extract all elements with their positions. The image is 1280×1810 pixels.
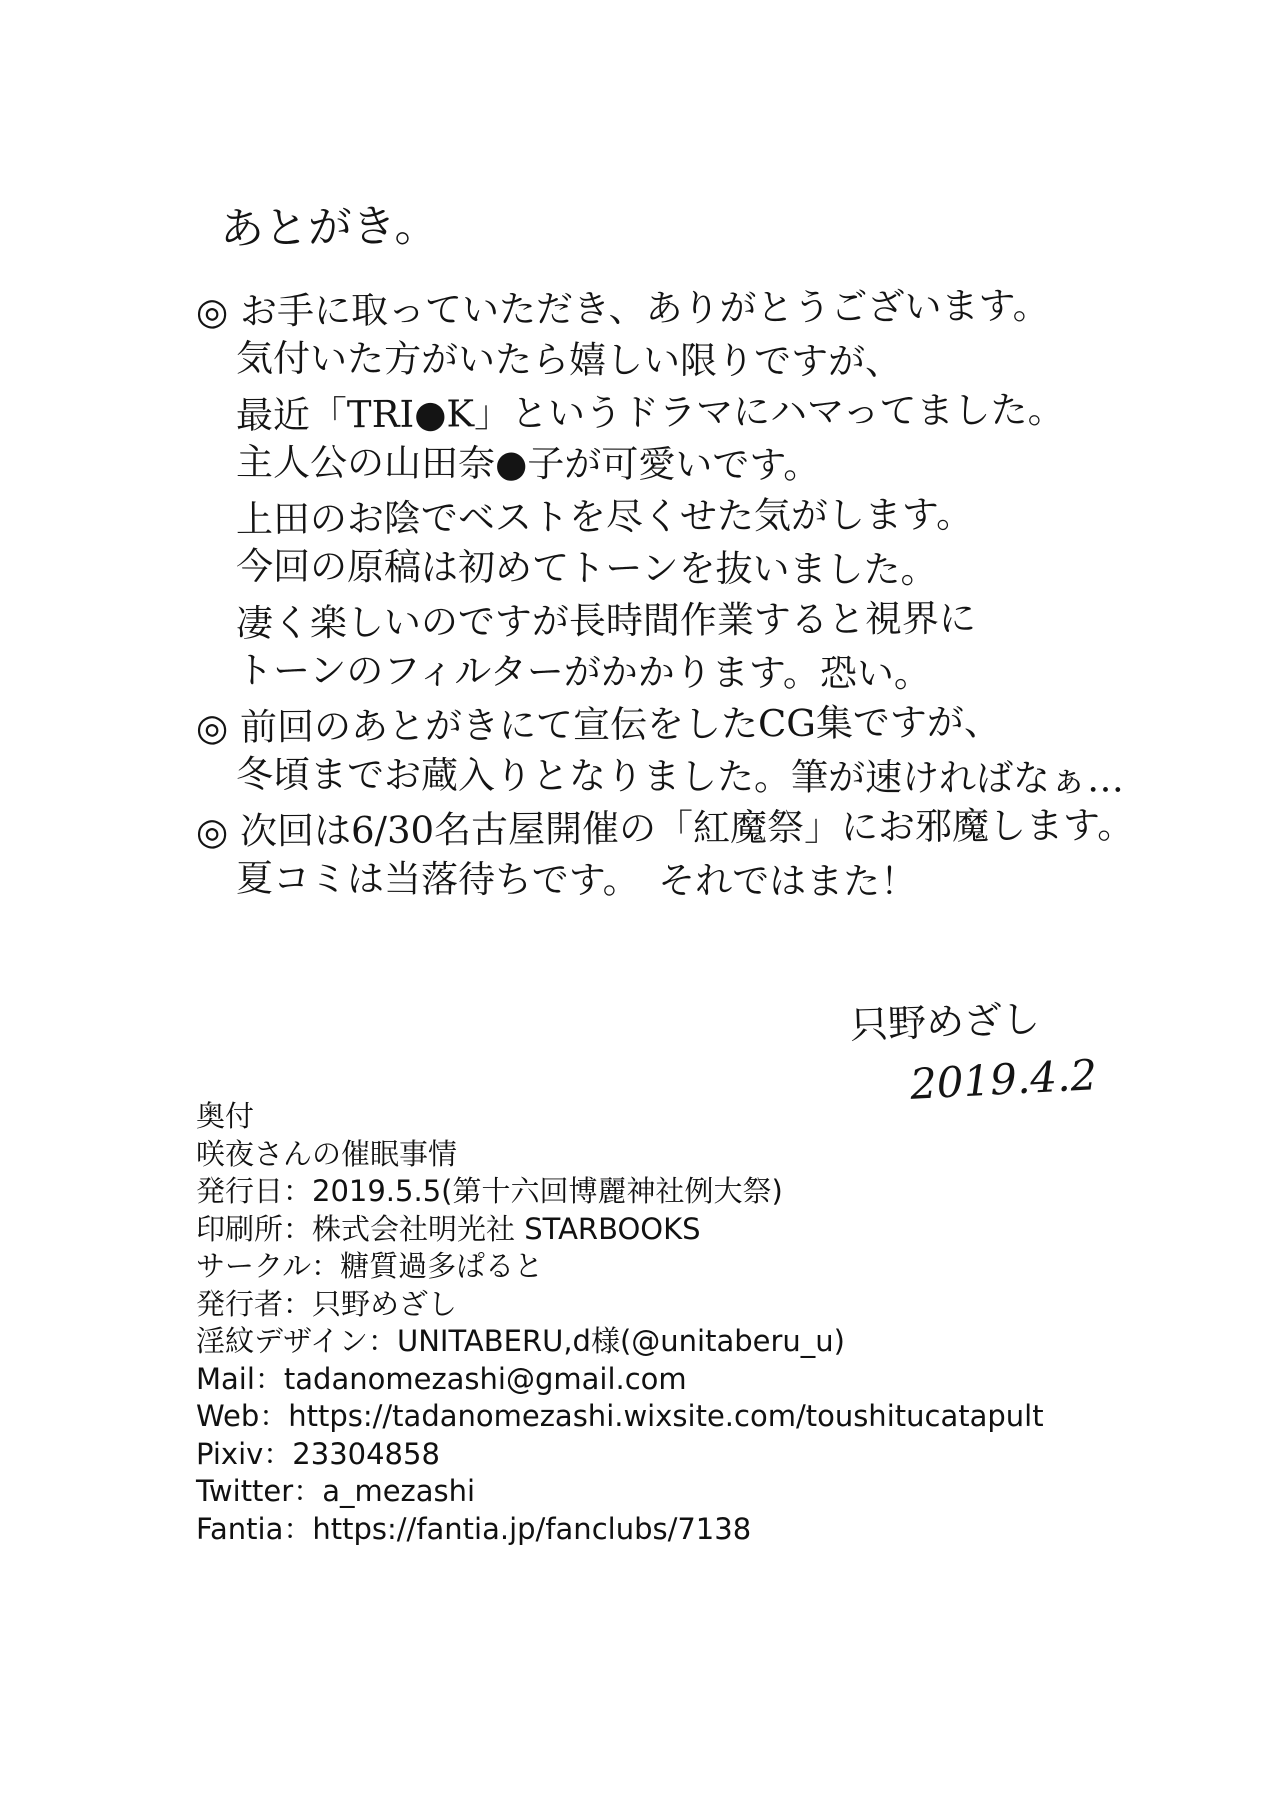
crest-design-credit: 淫紋デザイン：UNITABERU,d様(@unitaberu_u)	[196, 1324, 845, 1358]
afterword-line: 上田のお陰でベストを尽くせた気がします。	[235, 492, 974, 542]
signature-date: 2019.4.2	[908, 1050, 1099, 1109]
publisher: 発行者：只野めざし	[196, 1286, 458, 1321]
afterword-title: あとがき。	[219, 200, 439, 255]
book-title: 咲夜さんの催眠事情	[196, 1136, 458, 1171]
afterword-line: 最近「TRI●K」というドラマにハマってました。	[235, 388, 1065, 438]
afterword-line: 凄く楽しいのですが長時間作業すると視界に	[235, 596, 977, 646]
afterword-line: 気付いた方がいたら嬉しい限りですが、	[235, 336, 903, 384]
afterword-line: ◎ 次回は6/30名古屋開催の「紅魔祭」にお邪魔します。	[195, 803, 1135, 854]
afterword-lines	[195, 284, 1135, 912]
printer: 印刷所：株式会社明光社 STARBOOKS	[196, 1211, 701, 1246]
circle-name: サークル：糖質過多ぱると	[196, 1249, 544, 1283]
mail-address: Mail：tadanomezashi@gmail.com	[196, 1361, 687, 1396]
afterword-line: 今回の原稿は初めてトーンを抜いました。	[235, 544, 938, 592]
afterword-section	[195, 200, 1135, 912]
fantia-url: Fantia：https://fantia.jp/fanclubs/7138	[196, 1511, 752, 1546]
publish-date: 発行日：2019.5.5(第十六回博麗神社例大祭)	[196, 1174, 783, 1208]
web-url: Web：https://tadanomezashi.wixsite.com/toushitucatapult	[196, 1399, 1044, 1433]
colophon-section	[196, 1098, 1256, 1548]
afterword-line: 冬頃までお蔵入りとなりました。筆が速ければなぁ…	[235, 752, 1125, 801]
author-signature: 只野めざし	[849, 996, 1041, 1048]
afterword-line: ◎ 前回のあとがきにて宣伝をしたCG集ですが、	[195, 700, 1002, 750]
colophon-heading: 奥付	[196, 1099, 255, 1133]
afterword-line: 夏コミは当落待ちです。 それではまた！	[235, 856, 918, 904]
afterword-line: ◎ お手に取っていただき、ありがとうございます。	[195, 284, 1050, 334]
afterword-line: トーンのフィルターがかかります。恐い。	[235, 648, 931, 696]
afterword-line: 主人公の山田奈●子が可愛いです。	[235, 440, 821, 487]
pixiv-id: Pixiv：23304858	[196, 1436, 440, 1471]
twitter-handle: Twitter：a_mezashi	[196, 1474, 476, 1508]
